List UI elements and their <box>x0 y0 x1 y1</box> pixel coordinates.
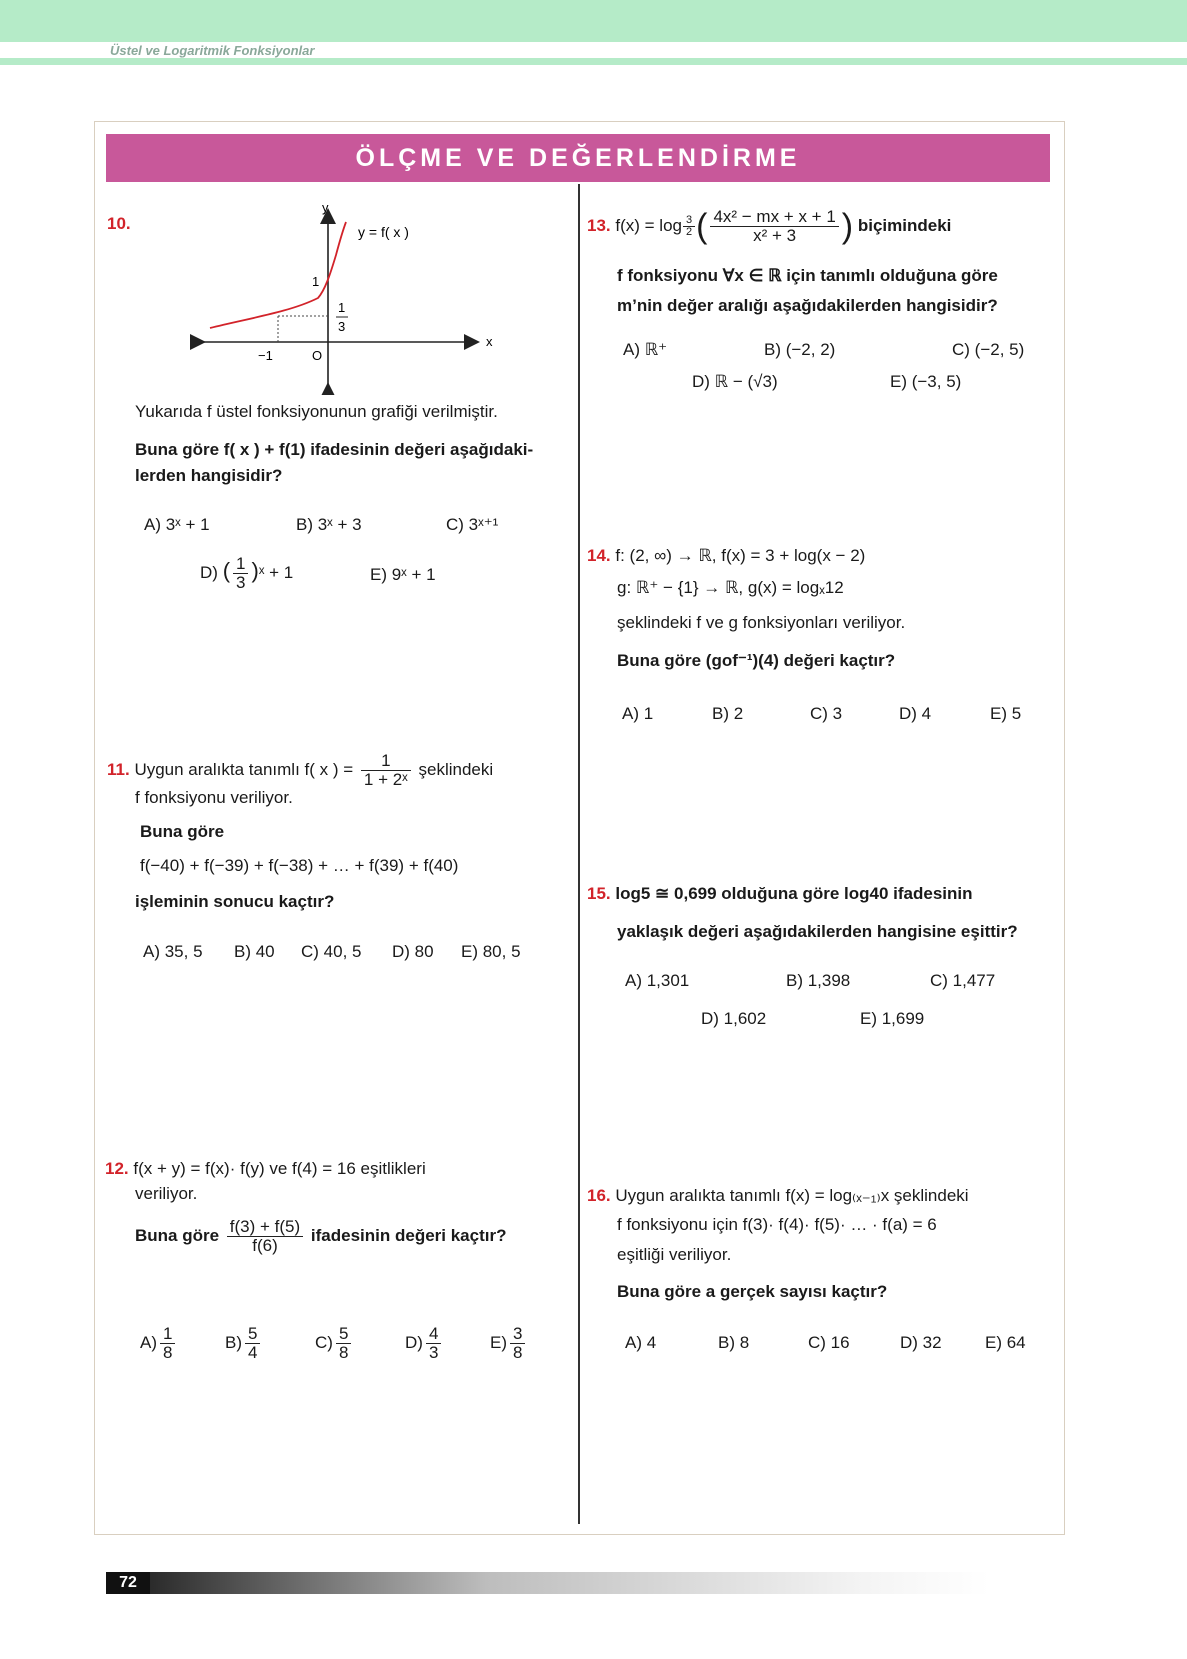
q12-option-a-num: 1 <box>160 1325 175 1344</box>
q12-option-e-num: 3 <box>510 1325 525 1344</box>
q16-line-1 <box>587 1182 969 1210</box>
q12-frac-num: f(3) + f(5) <box>227 1218 303 1237</box>
q12-option-c-den: 8 <box>338 1343 349 1362</box>
q16-option-d[interactable]: D) 32 <box>900 1333 942 1352</box>
q15-option-b[interactable]: B) 1,398 <box>786 971 851 990</box>
q10-num: 10. <box>107 214 131 233</box>
q11-option-d[interactable]: D) 80 <box>392 942 434 961</box>
q14-option-e[interactable]: E) 5 <box>990 704 1022 723</box>
q13-post: biçimindeki <box>857 215 952 235</box>
q13-frac-num: 4x² − mx + x + 1 <box>710 208 838 227</box>
q10-option-d-label: D) <box>200 562 218 582</box>
q12-option-e-label: E) <box>490 1332 507 1352</box>
q10-curve <box>210 222 346 328</box>
q11-post: şeklindeki <box>418 759 494 779</box>
q14-option-c[interactable]: C) 3 <box>810 704 843 723</box>
footer-gradient-bar <box>150 1572 990 1594</box>
q12-option-b[interactable] <box>225 1325 263 1362</box>
q12-option-e[interactable] <box>490 1325 528 1362</box>
q12-line-3 <box>135 1218 506 1255</box>
q10-option-d-num: 1 <box>233 555 248 574</box>
q12-option-b-den: 4 <box>248 1343 258 1362</box>
q12-line-1 <box>105 1155 426 1183</box>
q12-num: 12. <box>105 1159 129 1178</box>
q11-text-3: Buna göre <box>140 822 225 841</box>
q14-line-1 <box>587 542 865 570</box>
page-number: 72 <box>106 1572 150 1594</box>
q14-option-d[interactable]: D) 4 <box>899 704 932 723</box>
q15-option-e[interactable]: E) 1,699 <box>860 1009 925 1028</box>
q10-x-label: x <box>486 334 493 349</box>
q12-post: ifadesinin değeri kaçtır? <box>310 1225 507 1245</box>
q13-option-a[interactable]: A) ℝ⁺ <box>623 340 668 359</box>
q14-num: 14. <box>587 546 611 565</box>
q15-option-c[interactable]: C) 1,477 <box>930 971 996 990</box>
q10-origin: O <box>312 348 323 363</box>
q10-option-d-paren-open: ( <box>222 557 231 583</box>
q14-text-2: g: ℝ⁺ − {1} → ℝ, g(x) = logₓ12 <box>617 578 844 597</box>
q12-option-c-label: C) <box>315 1332 333 1352</box>
q12-option-d[interactable] <box>405 1325 444 1362</box>
top-rule <box>0 58 1187 65</box>
q16-text-4: Buna göre a gerçek sayısı kaçtır? <box>617 1282 888 1301</box>
q16-text-3: eşitliği veriliyor. <box>617 1245 732 1264</box>
q13-line-1 <box>587 208 951 245</box>
q11-num: 11. <box>107 759 130 779</box>
q11-expression: f(−40) + f(−39) + f(−38) + … + f(39) + f(40) <box>140 856 459 875</box>
q10-number <box>107 210 131 238</box>
q11-text-5: işleminin sonucu kaçtır? <box>135 892 335 911</box>
q13-option-d[interactable]: D) ℝ − (√3) <box>692 372 778 391</box>
q10-text-1: Yukarıda f üstel fonksiyonunun grafiği verilmiştir. <box>135 402 498 421</box>
top-band <box>0 0 1187 42</box>
q10-option-c[interactable]: C) 3ˣ⁺¹ <box>446 515 499 534</box>
q15-text-1: log5 ≅ 0,699 olduğuna göre log40 ifadesinin <box>615 884 973 903</box>
q12-option-a-den: 8 <box>163 1343 173 1362</box>
q15-text-2: yaklaşık değeri aşağıdakilerden hangisine eşittir? <box>617 922 1018 941</box>
q11-pre: Uygun aralıkta tanımlı f( x ) = <box>134 759 354 779</box>
q12-text-1: f(x + y) = f(x)· f(y) ve f(4) = 16 eşitlikleri <box>133 1159 426 1178</box>
q13-num: 13. <box>587 215 611 235</box>
q11-option-b[interactable]: B) 40 <box>234 942 275 961</box>
q15-option-d[interactable]: D) 1,602 <box>701 1009 767 1028</box>
q13-pre: f(x) = log <box>615 215 682 235</box>
q12-option-c[interactable] <box>315 1325 354 1362</box>
q10-text-3: lerden hangisidir? <box>135 466 283 485</box>
q10-text-2: Buna göre f( x ) + f(1) ifadesinin değeri aşağıdaki- <box>135 440 534 459</box>
q13-option-e[interactable]: E) (−3, 5) <box>890 372 962 391</box>
q14-option-b[interactable]: B) 2 <box>712 704 744 723</box>
q14-text-4: Buna göre (gof⁻¹)(4) değeri kaçtır? <box>617 651 896 670</box>
q12-option-e-den: 8 <box>513 1343 523 1362</box>
q10-option-d-post: ˣ + 1 <box>258 562 294 582</box>
q16-text-1: Uygun aralıkta tanımlı f(x) = log₍ₓ₋₁₎x şeklindeki <box>615 1186 969 1205</box>
running-title: Üstel ve Logaritmik Fonksiyonlar <box>110 43 315 58</box>
q11-option-e[interactable]: E) 80, 5 <box>461 942 521 961</box>
q15-line-1 <box>587 880 973 908</box>
q16-option-c[interactable]: C) 16 <box>808 1333 850 1352</box>
q12-text-2: veriliyor. <box>135 1184 198 1203</box>
q13-paren-open: ( <box>696 207 708 246</box>
q12-option-b-num: 5 <box>245 1325 260 1344</box>
q12-option-a-label: A) <box>140 1332 157 1352</box>
q16-option-b[interactable]: B) 8 <box>718 1333 750 1352</box>
q13-option-c[interactable]: C) (−2, 5) <box>952 340 1025 359</box>
q16-text-2: f fonksiyonu için f(3)· f(4)· f(5)· … · f(a) = 6 <box>617 1215 937 1234</box>
q11-frac-den: 1 + 2ˣ <box>363 770 408 789</box>
q14-text-3: şeklindeki f ve g fonksiyonları veriliyor. <box>617 613 906 632</box>
q10-graph <box>190 200 500 395</box>
q10-tick-minus-one: −1 <box>258 348 273 363</box>
q13-base-num: 3 <box>683 215 695 227</box>
q10-option-b[interactable]: B) 3ˣ + 3 <box>296 515 362 534</box>
q14-option-a[interactable]: A) 1 <box>622 704 654 723</box>
q10-option-e[interactable]: E) 9ˣ + 1 <box>370 565 436 584</box>
q10-option-d-paren-close: ) <box>251 557 259 583</box>
q11-option-c[interactable]: C) 40, 5 <box>301 942 362 961</box>
q16-num: 16. <box>587 1186 611 1205</box>
q12-option-b-label: B) <box>225 1332 242 1352</box>
q12-option-d-den: 3 <box>428 1343 439 1362</box>
q10-option-a[interactable]: A) 3ˣ + 1 <box>144 515 210 534</box>
section-banner: ÖLÇME VE DEĞERLENDİRME <box>106 134 1050 182</box>
q16-option-a[interactable]: A) 4 <box>625 1333 657 1352</box>
q11-option-a[interactable]: A) 35, 5 <box>143 942 203 961</box>
q14-text-1: f: (2, ∞) → ℝ, f(x) = 3 + log(x − 2) <box>615 546 866 565</box>
q15-num: 15. <box>587 884 611 903</box>
q10-tick-one: 1 <box>312 274 320 289</box>
q11-frac-num: 1 <box>361 752 411 771</box>
q13-paren-close: ) <box>841 207 854 246</box>
q13-frac-den: x² + 3 <box>753 226 797 245</box>
q12-option-d-num: 4 <box>426 1325 441 1344</box>
q12-option-d-label: D) <box>405 1332 423 1352</box>
q13-base-den: 2 <box>685 226 693 238</box>
q13-text-3: m’nin değer aralığı aşağıdakilerden hangisidir? <box>617 296 998 315</box>
q11-text-2: f fonksiyonu veriliyor. <box>135 788 293 807</box>
q10-third-den: 3 <box>338 319 346 334</box>
q12-frac-den: f(6) <box>252 1236 278 1255</box>
q10-option-d[interactable] <box>200 555 293 592</box>
q12-pre: Buna göre <box>135 1225 220 1245</box>
q12-option-c-num: 5 <box>336 1325 351 1344</box>
q15-option-a[interactable]: A) 1,301 <box>625 971 690 990</box>
q12-option-a[interactable] <box>140 1325 178 1362</box>
q10-y-label: y <box>322 200 329 215</box>
q10-third-num: 1 <box>338 300 346 315</box>
q13-text-2: f fonksiyonu ∀x ∈ ℝ için tanımlı olduğuna göre <box>617 266 998 285</box>
q10-option-d-den: 3 <box>236 573 246 592</box>
column-divider <box>578 184 580 1524</box>
q16-option-e[interactable]: E) 64 <box>985 1333 1026 1352</box>
q13-option-b[interactable]: B) (−2, 2) <box>764 340 836 359</box>
q10-curve-label: y = f( x ) <box>358 224 409 240</box>
